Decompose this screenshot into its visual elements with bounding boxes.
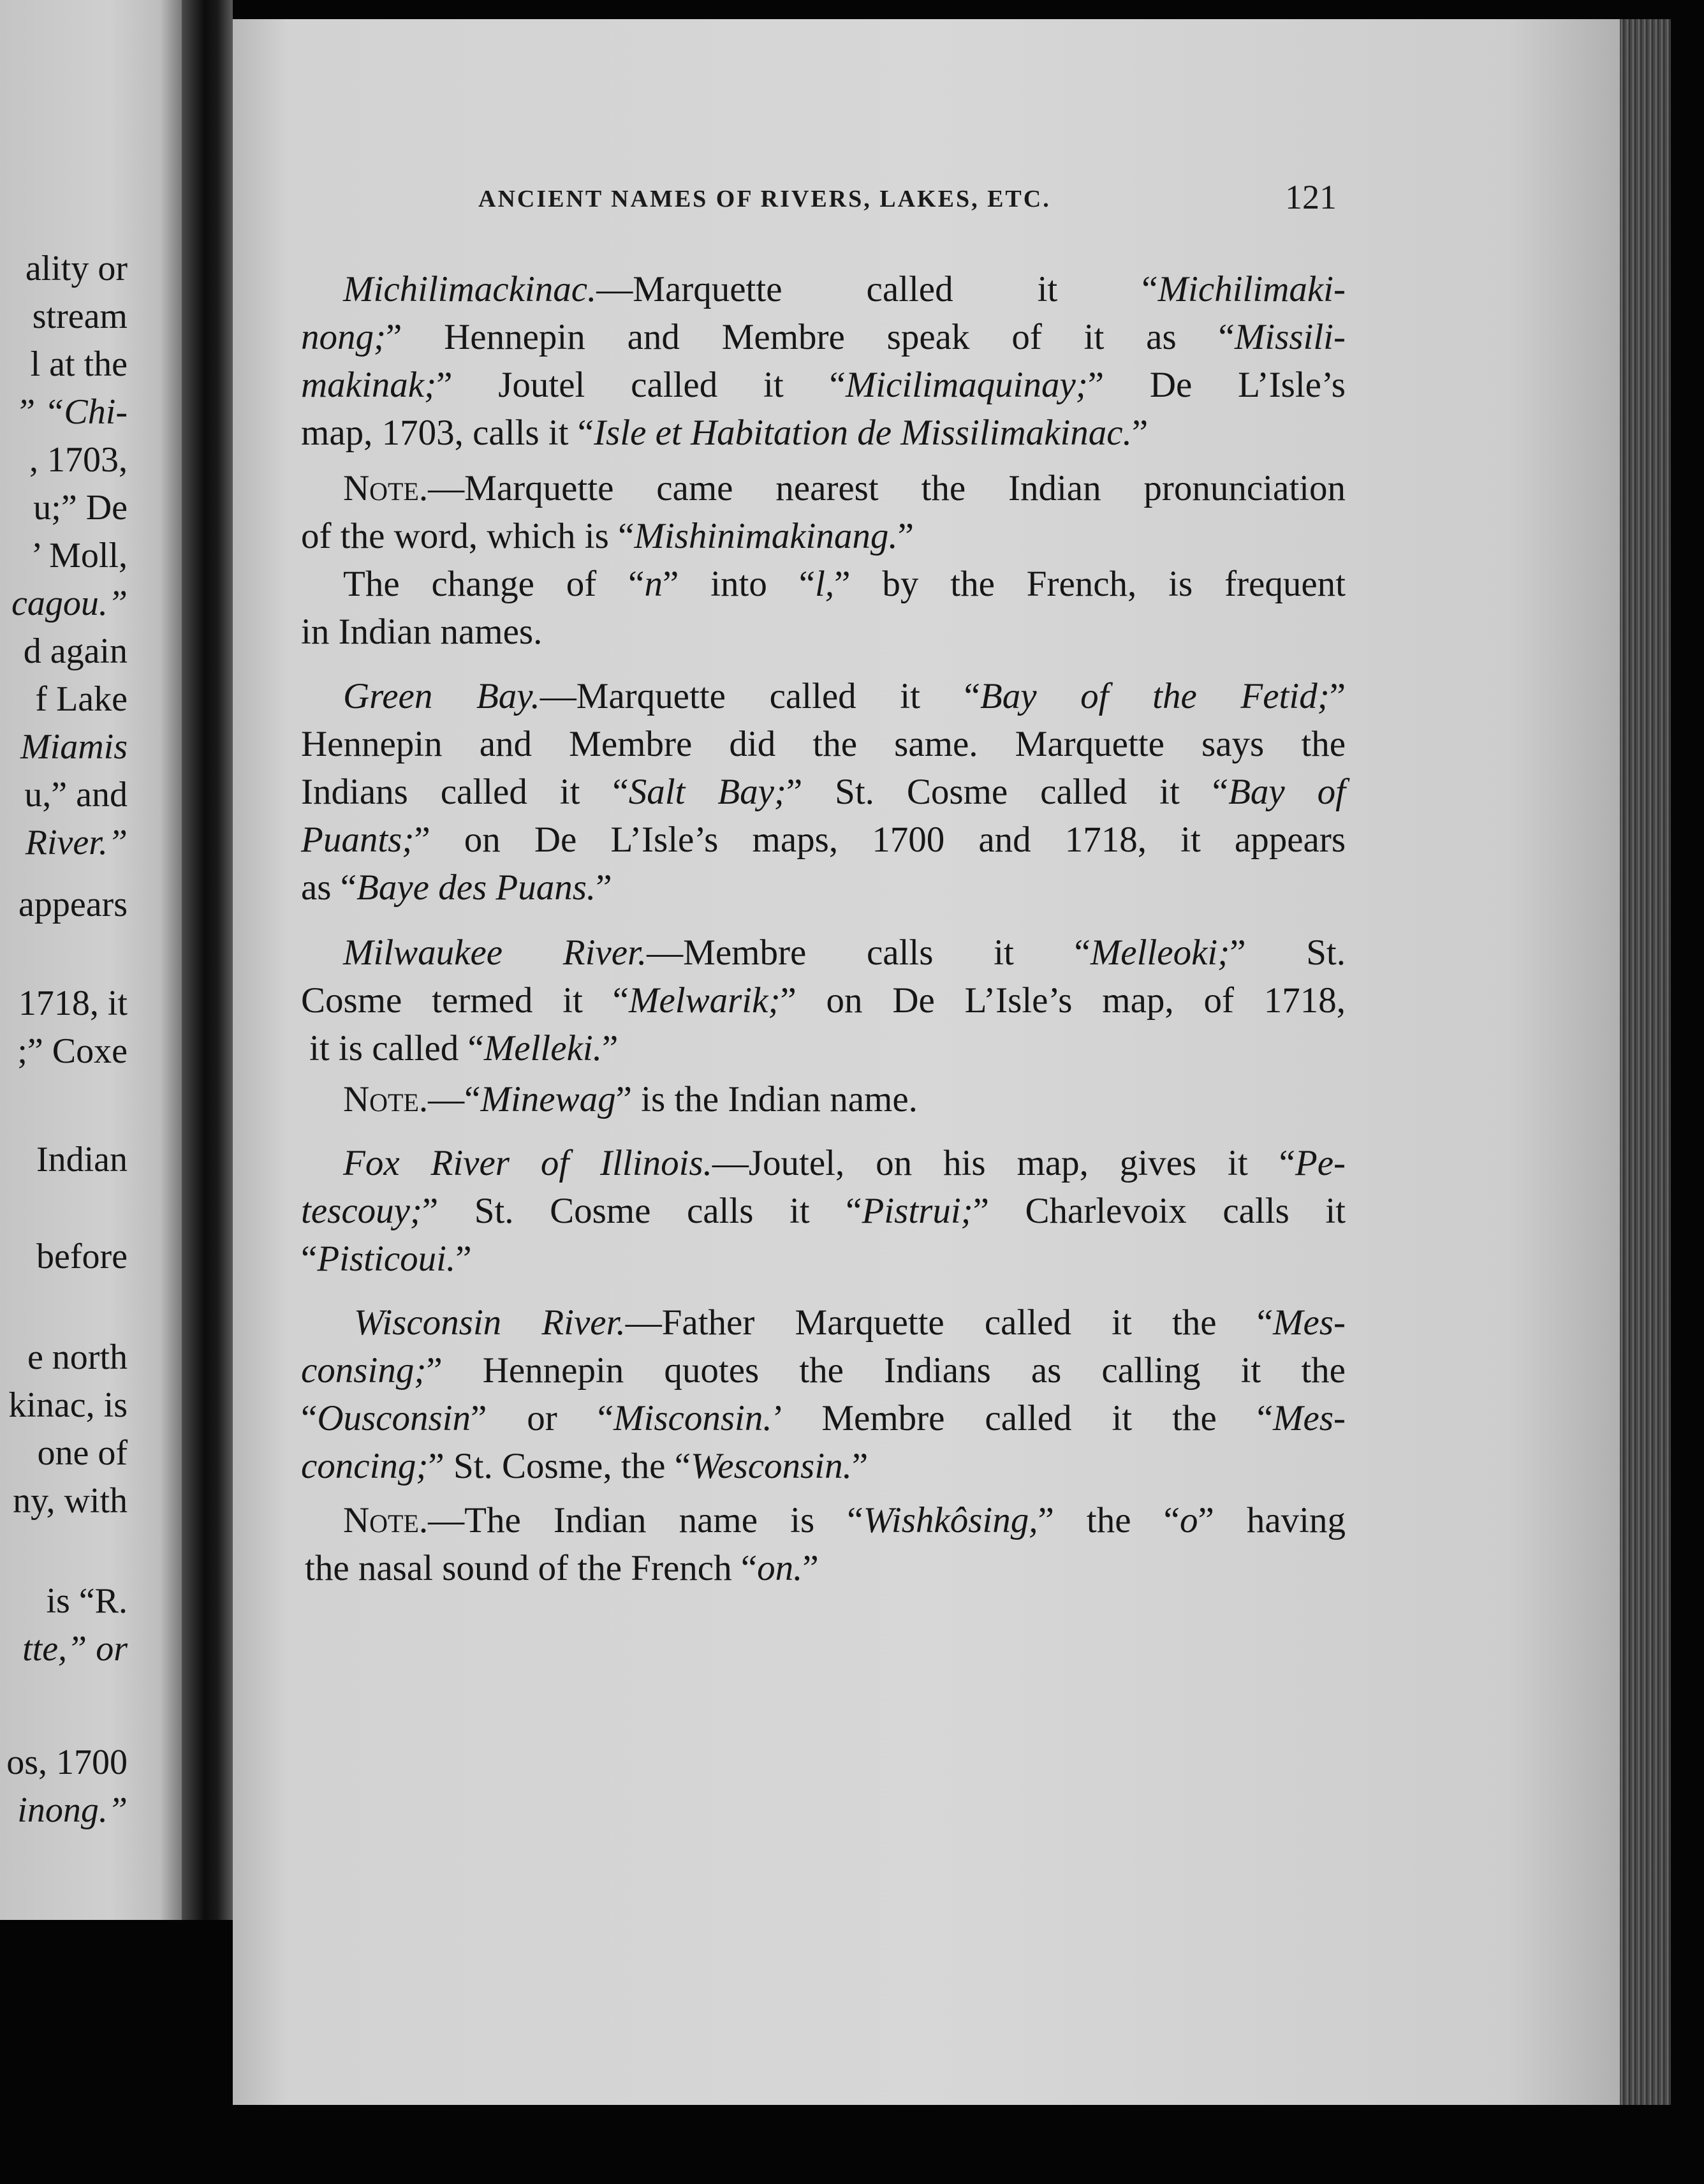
text-line: “Ousconsin” or “Misconsin.’ Membre called it the “Mes- [301,1398,1346,1438]
text-line: “Pisticoui.” [301,1239,472,1279]
text-line: tescouy;” St. Cosme calls it “Pistrui;” Charlevoix calls it [301,1191,1346,1231]
facing-line: u;” De [33,488,128,528]
note-label: Note. [343,1500,429,1540]
facing-line: ;” Coxe [17,1031,128,1071]
facing-line: 1718, it [18,984,128,1023]
entry-term: Green Bay. [343,676,540,716]
text-line: the nasal sound of the French “on.” [305,1548,819,1588]
text-line: as “Baye des Puans.” [301,867,612,908]
page-edges [1620,19,1671,2105]
text-line: Note.—“Minewag” is the Indian name. [343,1079,918,1119]
text-line: Green Bay.—Marquette called it “Bay of the Fetid;” [343,676,1346,716]
text-line: Cosme termed it “Melwarik;” on De L’Isle’s map, of 1718, [301,980,1346,1021]
facing-line: stream [32,297,128,336]
facing-line: l at the [30,344,128,384]
note-label: Note. [343,468,429,508]
facing-line: e north [27,1338,128,1377]
text-line: Milwaukee River.—Membre calls it “Melleoki;” St. [343,933,1346,973]
facing-line: tte,” or [22,1629,128,1669]
facing-line: ny, with [13,1481,128,1521]
facing-line: before [36,1237,128,1276]
facing-line: u,” and [24,775,128,815]
entry-term: Michilimackinac. [343,269,597,309]
book-gutter [182,0,233,1920]
entry-term: Wisconsin River. [354,1302,626,1343]
text-line: Note.—Marquette came nearest the Indian pronunciation [343,468,1346,508]
facing-page-fragment [0,0,182,1920]
facing-line: one of [37,1433,128,1473]
entry-term: Milwaukee River. [343,933,647,973]
facing-line: f Lake [35,679,128,719]
text-line: Fox River of Illinois.—Joutel, on his map, gives it “Pe- [343,1143,1346,1183]
page-number: 121 [1285,178,1337,216]
text-line: Michilimackinac.—Marquette called it “Michilimaki- [343,269,1346,309]
facing-line: ality or [25,249,128,288]
facing-line: ’ Moll, [31,536,128,575]
note-label: Note. [343,1079,429,1119]
facing-line: cagou.” [11,584,128,623]
facing-line: Indian [36,1140,128,1179]
text-line: Indians called it “Salt Bay;” St. Cosme called it “Bay of [301,772,1346,812]
facing-line: os, 1700 [6,1743,128,1782]
text-line: Puants;” on De L’Isle’s maps, 1700 and 1718, it appears [301,820,1346,860]
facing-line: River.” [25,823,128,862]
facing-line: Miamis [20,727,128,767]
text-line: Hennepin and Membre did the same. Marquette says the [301,724,1346,764]
facing-line: appears [18,885,128,924]
facing-line: d again [23,631,128,671]
running-head: ANCIENT NAMES OF RIVERS, LAKES, ETC. [478,186,1051,212]
text-line: it is called “Melleki.” [309,1028,619,1068]
entry-term: Fox River of Illinois. [343,1143,712,1183]
text-line: consing;” Hennepin quotes the Indians as calling it the [301,1350,1346,1391]
text-line: concing;” St. Cosme, the “Wesconsin.” [301,1446,869,1486]
text-line: Note.—The Indian name is “Wishkôsing,” the “o” having [343,1500,1346,1540]
facing-line: inong.” [17,1790,128,1830]
text-line: makinak;” Joutel called it “Micilimaquinay;” De L’Isle’s [301,365,1346,405]
facing-line: kinac, is [8,1385,128,1425]
text-line: nong;” Hennepin and Membre speak of it as “Missili- [301,317,1346,357]
text-line: The change of “n” into “l,” by the French, is frequent [343,564,1346,604]
text-line: map, 1703, calls it “Isle et Habitation de Missilimakinac.” [301,413,1149,453]
facing-line: ” “Chi- [15,392,128,432]
text-line: of the word, which is “Mishinimakinang.” [301,516,914,556]
text-line: Wisconsin River.—Father Marquette called it the “Mes- [354,1302,1346,1343]
facing-line: , 1703, [29,440,128,480]
text-line: in Indian names. [301,612,543,652]
facing-line: is “R. [46,1581,128,1621]
